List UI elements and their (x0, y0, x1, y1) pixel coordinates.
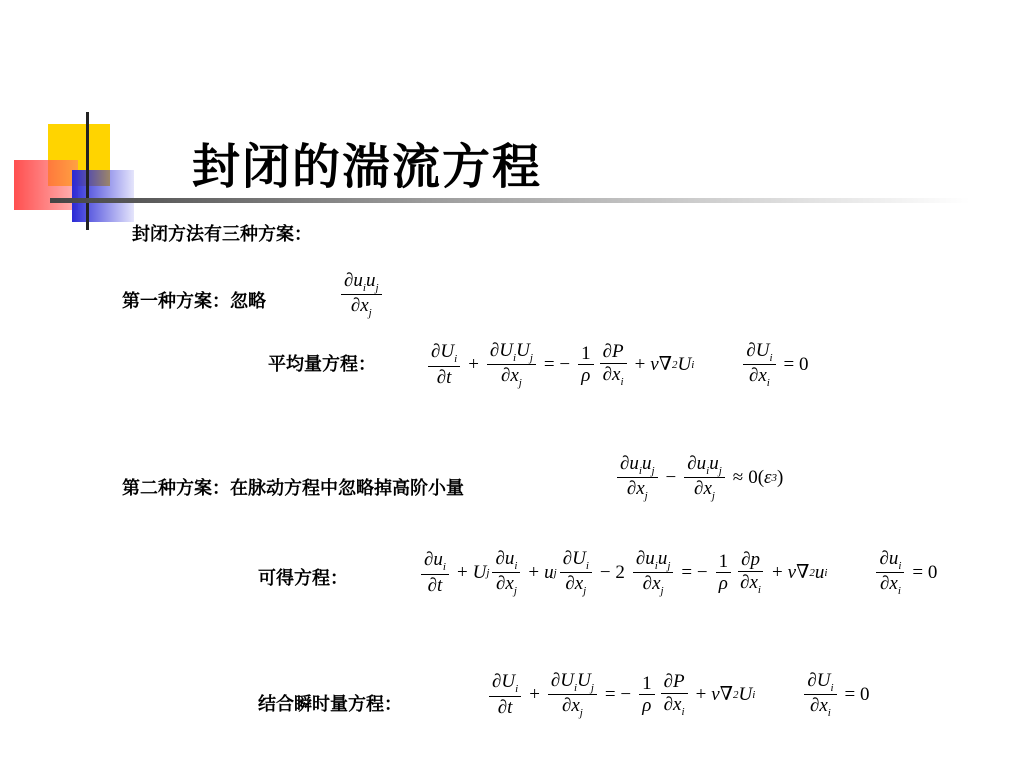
mean-equation-label: 平均量方程： (268, 354, 376, 375)
slide-title: 封闭的湍流方程 (192, 139, 543, 195)
mean-equation: $\frac{\partial U_i}{\partial t}$ + $\frac{\partial U_iU_j}{\partial x_j}$ = − $\frac{1}{\rho}$ $\frac{\partial P}{\partial x_i}$ + ν ∇ 2 U i $\frac{\partial U_i}{\partial x_i}$ = 0 (425, 340, 813, 390)
intro-text: 封闭方法有三种方案： (132, 224, 312, 245)
logo-vertical-bar (86, 112, 89, 230)
scheme2-label: 第二种方案：在脉动方程中忽略掉高阶小量 (122, 478, 464, 499)
combined-equation-label: 结合瞬时量方程： (258, 694, 402, 715)
scheme1-label: 第一种方案：忽略 (122, 291, 266, 312)
scheme1-neglect-term: $\frac{\partial u_iu_j}{\partial x_j}$ (338, 270, 385, 320)
fluctuation-equation-label: 可得方程： (258, 568, 348, 589)
title-underline (50, 198, 970, 203)
scheme2-approximation: $\frac{\partial u_iu_j}{\partial x_j}$ − $\frac{\partial u_iu_j}{\partial x_j}$ ≈ 0( ε 3 ) (614, 453, 783, 503)
fluctuation-equation: $\frac{\partial u_i}{\partial t}$ + U j $\frac{\partial u_i}{\partial x_j}$ + u j $\frac{\partial U_i}{\partial x_j}$ − 2 $\frac{\partial u_iu_j}{\partial x_j}$ = − $\frac{1}{\rho}$ $\frac{\partial p}{\partial x_i}$ + ν ∇ 2 u i $\frac{\partial u_i}{\partial x_i}$ = 0 (418, 548, 942, 598)
logo-blue-square (72, 170, 134, 222)
combined-equation: $\frac{\partial U_i}{\partial t}$ + $\frac{\partial U_iU_j}{\partial x_j}$ = − $\frac{1}{\rho}$ $\frac{\partial P}{\partial x_i}$ + ν ∇ 2 U i $\frac{\partial U_i}{\partial x_i}$ = 0 (486, 670, 874, 720)
